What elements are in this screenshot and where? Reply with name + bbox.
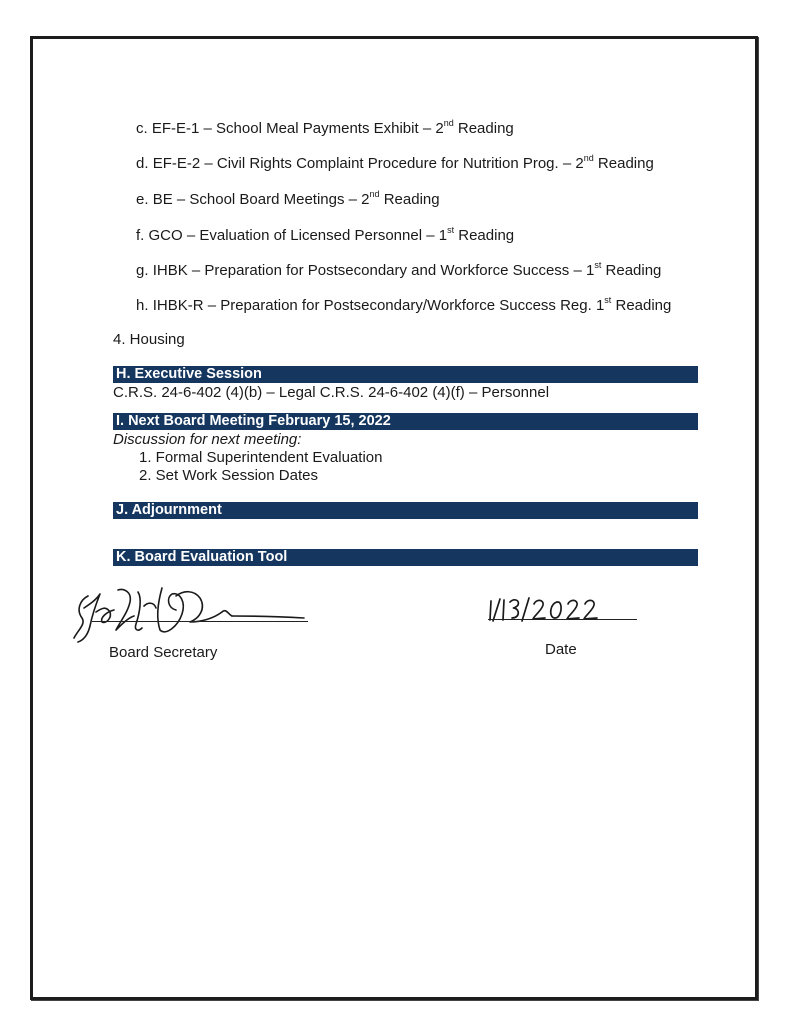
date-label: Date [545, 641, 577, 658]
date-signature-line [488, 619, 637, 620]
list-item: 2. Set Work Session Dates [139, 467, 318, 484]
section-header-adjournment: J. Adjournment [113, 502, 698, 519]
executive-session-text: C.R.S. 24-6-402 (4)(b) – Legal C.R.S. 24-6-402 (4)(f) – Personnel [113, 384, 550, 401]
handwritten-signature [66, 578, 306, 648]
list-item: 1. Formal Superintendent Evaluation [139, 449, 383, 466]
agenda-item-d: d. EF-E-2 – Civil Rights Complaint Procedure for Nutrition Prog. – 2nd Reading [136, 153, 654, 172]
agenda-item-e: e. BE – School Board Meetings – 2nd Reading [136, 189, 440, 208]
agenda-item-f: f. GCO – Evaluation of Licensed Personnel – 1st Reading [136, 225, 515, 244]
section-header-next-meeting: I. Next Board Meeting February 15, 2022 [113, 413, 698, 430]
section-header-executive: H. Executive Session [113, 366, 698, 383]
discussion-label: Discussion for next meeting: [113, 431, 302, 448]
secretary-label: Board Secretary [109, 644, 218, 661]
secretary-signature-line [92, 621, 308, 622]
agenda-item-c: c. EF-E-1 – School Meal Payments Exhibit – 2nd Reading [136, 118, 514, 137]
housing-item: 4. Housing [113, 331, 185, 348]
section-header-evaluation: K. Board Evaluation Tool [113, 549, 698, 566]
agenda-item-h: h. IHBK-R – Preparation for Postsecondary/Workforce Success Reg. 1st Reading [136, 295, 672, 314]
agenda-item-g: g. IHBK – Preparation for Postsecondary and Workforce Success – 1st Reading [136, 260, 662, 279]
